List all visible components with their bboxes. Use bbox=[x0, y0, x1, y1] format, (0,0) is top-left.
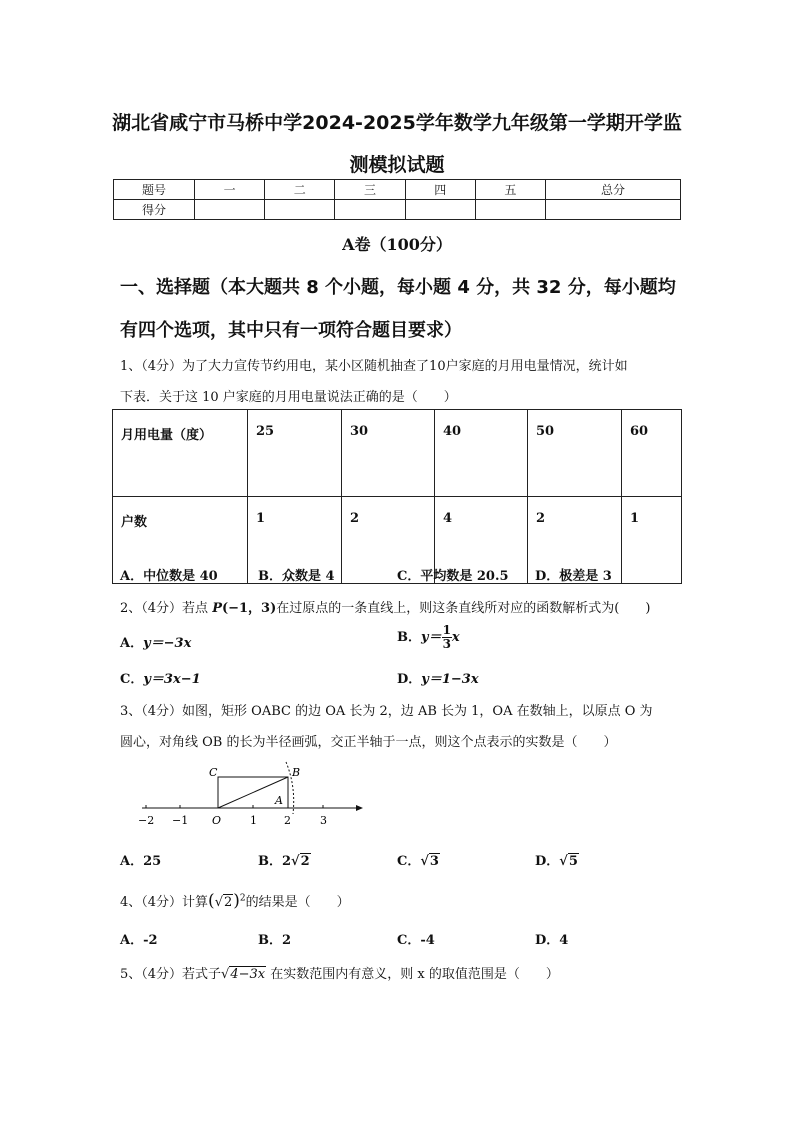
q4-stem-prefix: 4、（4分）计算 bbox=[120, 895, 209, 910]
score-header-cell: 题号 bbox=[114, 180, 195, 200]
q3-option-b-coef: 2 bbox=[282, 854, 292, 869]
q5-stem bbox=[120, 963, 559, 982]
sqrt-icon: √ bbox=[420, 854, 429, 869]
exam-title-line-2: 测模拟试题 bbox=[349, 154, 445, 176]
q3-stem-line-2: 圆心，对角线 OB 的长为半径画弧，交正半轴于一点，则这个点表示的实数是（ ） bbox=[120, 735, 617, 750]
point-label-b: B bbox=[292, 766, 301, 779]
q1-table-cell: 1 bbox=[248, 497, 342, 584]
q4-option-a[interactable]: A．-2 bbox=[120, 933, 158, 948]
sqrt-icon: √ bbox=[291, 854, 300, 869]
score-header-cell: 二 bbox=[265, 180, 335, 200]
q1-data-table bbox=[112, 409, 682, 584]
tick-label: −2 bbox=[138, 814, 155, 827]
q1-table-row-usage bbox=[113, 410, 682, 497]
score-blank-cell[interactable] bbox=[265, 200, 335, 220]
q2-point-name: P bbox=[212, 601, 222, 616]
q4-exponent: 2 bbox=[239, 893, 246, 904]
q3-option-d[interactable] bbox=[535, 850, 579, 869]
q2-option-c[interactable] bbox=[120, 668, 201, 687]
q3-option-b-radicand: 2 bbox=[300, 854, 310, 869]
q2-option-a-label: A． bbox=[120, 636, 144, 651]
q1-table-cell: 1 bbox=[622, 497, 682, 584]
q2-point-coords: (−1，3) bbox=[221, 601, 277, 616]
tick-label: 3 bbox=[320, 814, 327, 827]
exam-title-line-1: 湖北省咸宁市马桥中学2024-2025学年数学九年级第一学期开学监 bbox=[112, 112, 682, 134]
sqrt-icon: √ bbox=[221, 967, 230, 982]
score-blank-cell[interactable] bbox=[546, 200, 681, 220]
q1-option-a[interactable]: A．中位数是 40 bbox=[120, 569, 218, 584]
tick-label: −1 bbox=[172, 814, 189, 827]
q2-option-c-label: C． bbox=[120, 672, 144, 687]
q1-table-cell: 25 bbox=[248, 410, 342, 497]
q1-stem-line-2: 下表．关于这 10 户家庭的月用电量说法正确的是（ ） bbox=[120, 390, 457, 405]
score-blank-cell[interactable] bbox=[475, 200, 545, 220]
q2-option-a-expr: y＝−3x bbox=[143, 636, 192, 651]
point-label-a: A bbox=[275, 794, 283, 807]
q3-option-b[interactable] bbox=[258, 850, 311, 869]
score-table bbox=[113, 179, 681, 220]
right-paren-icon: ) bbox=[233, 891, 240, 911]
q2-stem-suffix: 在过原点的一条直线上，则这条直线所对应的函数解析式为( ) bbox=[276, 601, 651, 616]
score-header-cell: 三 bbox=[335, 180, 405, 200]
q2-option-b-var: x bbox=[451, 630, 460, 645]
q4-stem-suffix: 的结果是（ ） bbox=[245, 895, 350, 910]
fraction-numerator: 1 bbox=[442, 623, 451, 637]
q1-table-cell: 30 bbox=[342, 410, 435, 497]
q4-option-c[interactable]: C．-4 bbox=[397, 933, 435, 948]
q2-option-c-expr: y＝3x−1 bbox=[143, 672, 201, 687]
q3-option-c-radicand: 3 bbox=[429, 854, 439, 869]
point-label-c: C bbox=[209, 766, 218, 779]
q1-table-cell: 4 bbox=[435, 497, 528, 584]
q3-option-c-label: C． bbox=[397, 854, 421, 869]
q2-option-b-fraction bbox=[442, 624, 452, 651]
q2-option-d[interactable] bbox=[397, 668, 479, 687]
sqrt-icon: √ bbox=[559, 854, 568, 869]
axis-arrow-icon bbox=[356, 805, 363, 811]
q2-option-b-label: B． bbox=[397, 630, 421, 645]
sqrt-icon: √ bbox=[214, 895, 223, 910]
q5-stem-prefix: 5、（4分）若式子 bbox=[120, 967, 222, 982]
q1-table-cell: 40 bbox=[435, 410, 528, 497]
score-row-label: 得分 bbox=[114, 200, 195, 220]
q2-option-a[interactable] bbox=[120, 632, 191, 651]
q1-table-cell: 月用电量（度） bbox=[113, 410, 248, 497]
score-table-score-row bbox=[114, 200, 681, 220]
score-header-cell: 五 bbox=[475, 180, 545, 200]
q1-table-cell: 60 bbox=[622, 410, 682, 497]
q3-option-d-radicand: 5 bbox=[568, 854, 578, 869]
q1-table-cell: 户数 bbox=[113, 497, 248, 584]
score-blank-cell[interactable] bbox=[195, 200, 265, 220]
q1-stem-line-1: 1、（4分）为了大力宣传节约用电，某小区随机抽查了10户家庭的月用电量情况，统计如 bbox=[120, 359, 628, 374]
q3-option-b-label: B． bbox=[258, 854, 282, 869]
tick-label: 1 bbox=[250, 814, 257, 827]
score-table-header-row bbox=[114, 180, 681, 200]
fraction-denominator: 3 bbox=[442, 637, 451, 651]
score-blank-cell[interactable] bbox=[405, 200, 475, 220]
score-header-cell: 四 bbox=[405, 180, 475, 200]
q3-stem-line-1: 3、（4分）如图，矩形 OABC 的边 OA 长为 2，边 AB 长为 1，OA 在数轴上，以原点 O 为 bbox=[120, 704, 653, 719]
q2-option-d-label: D． bbox=[397, 672, 422, 687]
tick-label: 2 bbox=[284, 814, 291, 827]
q5-radicand: 4−3x bbox=[230, 967, 266, 982]
q4-option-b[interactable]: B．2 bbox=[258, 933, 292, 948]
score-header-cell: 总分 bbox=[546, 180, 681, 200]
q3-option-d-label: D． bbox=[535, 854, 560, 869]
q2-stem bbox=[120, 597, 650, 616]
q1-option-d[interactable]: D．极差是 3 bbox=[535, 569, 612, 584]
q1-table-cell: 2 bbox=[342, 497, 435, 584]
q4-option-d[interactable]: D．4 bbox=[535, 933, 569, 948]
q1-table-cell: 50 bbox=[528, 410, 622, 497]
score-header-cell: 一 bbox=[195, 180, 265, 200]
q2-option-d-expr: y＝1−3x bbox=[421, 672, 479, 687]
part1-heading-line-1: 一、选择题（本大题共 8 个小题，每小题 4 分，共 32 分，每小题均 bbox=[120, 277, 676, 298]
section-a-heading: A卷（100分） bbox=[342, 235, 452, 254]
q3-option-a[interactable]: A．25 bbox=[120, 854, 162, 869]
origin-label: O bbox=[212, 814, 222, 827]
q1-option-b[interactable]: B．众数是 4 bbox=[258, 569, 335, 584]
q2-option-b-lhs: y＝ bbox=[421, 630, 442, 645]
left-paren-icon: ( bbox=[208, 891, 215, 911]
q4-radicand: 2 bbox=[223, 895, 233, 910]
q1-option-c[interactable]: C．平均数是 20.5 bbox=[397, 569, 509, 584]
q2-option-b[interactable] bbox=[397, 624, 460, 651]
q3-option-c[interactable] bbox=[397, 850, 440, 869]
score-blank-cell[interactable] bbox=[335, 200, 405, 220]
q4-stem bbox=[120, 891, 350, 911]
q5-stem-suffix: 在实数范围内有意义，则 x 的取值范围是（ ） bbox=[270, 967, 559, 982]
q3-number-line-figure bbox=[130, 756, 370, 832]
q1-table-cell: 2 bbox=[528, 497, 622, 584]
part1-heading-line-2: 有四个选项，其中只有一项符合题目要求） bbox=[120, 320, 462, 341]
q2-stem-prefix: 2、（4分）若点 bbox=[120, 601, 213, 616]
